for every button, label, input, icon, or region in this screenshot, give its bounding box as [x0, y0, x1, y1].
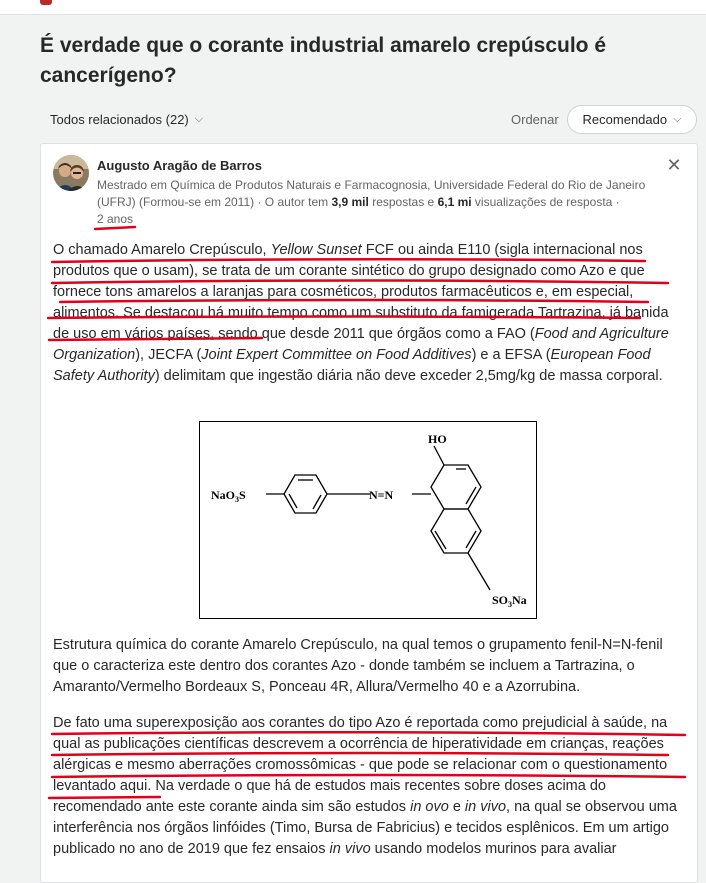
top-navigation-bar: [0, 0, 706, 15]
related-filter-label: Todos relacionados (22): [50, 112, 189, 127]
answer-timestamp[interactable]: 2 anos: [97, 212, 134, 226]
author-credential: [97, 177, 682, 211]
azo-label: N=N: [369, 488, 394, 502]
answer-paragraph-1: O chamado Amarelo Crepúsculo, Yellow Sunset FCF ou ainda E110 (sigla internacional nos produtos que o usam), se trata de um corante sintético do grupo designado como Azo e que fornece tons amarelos a laranjas para cosméticos, produtos farmacêuticos e, em especial, alimentos. Se destacou há muito tempo como um substituto da famigerada Tartrazina, já banida de uso em vários países, sendo que desde 2011 que órgãos como a FAO (Food and Agriculture Organization), JECFA (Joint Expert Committee on Food Additives) e a EFSA (European Food Safety Authority) delimitam que ingestão diária não deve exceder 2,5mg/kg de massa corporal.: [53, 242, 669, 384]
views-count: 6,1 mi: [437, 195, 472, 209]
author-avatar[interactable]: [53, 155, 89, 191]
question-title[interactable]: É verdade que o corante industrial amarelo crepúsculo é cancerígeno?: [40, 34, 607, 87]
related-filter-dropdown[interactable]: [50, 112, 203, 127]
naso3-label: NaO$_3$S: [211, 488, 246, 504]
sort-label: Ordenar: [511, 112, 559, 127]
answer-paragraph-2: De fato uma superexposição aos corantes do tipo Azo é reportada como prejudicial à saúde, na qual as publicações científicas descrevem a ocorrência de hiperatividade em crianças, reações alérgicas e mesmo aberrações cromossômicas - que pode se relacionar com o questionamento levantado aqui. Na verdade o que há de estudos mais recentes sobre doses acima do recomendado ante este corante ainda sim são estudos in ovo e in vivo, na qual se observou uma interferência nos órgãos linfóides (Timo, Bursa de Fabricius) e tecidos esplênicos. Em um artigo publicado no ano de 2019 que fez ensaios in vivo usando modelos murinos para avaliar: [53, 715, 677, 857]
so3na-label: $SO_3Na$: [492, 593, 527, 609]
views-label: visualizações de resposta ·: [471, 195, 620, 209]
figure-caption: Estrutura química do corante Amarelo Crepúsculo, na qual temos o grupamento fenil-N=N-fenil que o caracteriza este dentro dos corantes Azo - donde também se incluem a Tartrazina, o Amaranto/Vermelho Bordeaux S, Ponceau 4R, Allura/Vermelho 40 e a Azorrubina.: [53, 637, 663, 695]
answers-count: 3,9 mil: [331, 195, 369, 209]
sort-dropdown-button[interactable]: [567, 105, 697, 134]
hydroxyl-label: HO: [428, 432, 447, 446]
chevron-down-icon: ⌵: [673, 113, 682, 125]
chevron-down-icon: ⌵: [194, 113, 204, 125]
chemical-structure-figure: [199, 421, 537, 619]
sort-value: Recomendado: [582, 112, 668, 127]
answers-label: respostas e: [368, 195, 438, 209]
close-icon[interactable]: ✕: [666, 155, 682, 175]
sunset-yellow-structure-diagram: [200, 422, 536, 618]
credential-text[interactable]: Mestrado em Química de Produtos Naturais e Farmacognosia, Universidade Federal do Rio de Janeiro (UFRJ) (Formou-se em 2011) · O autor tem: [97, 178, 646, 209]
brand-logo-fragment[interactable]: [40, 0, 52, 5]
author-name[interactable]: Augusto Aragão de Barros: [97, 158, 262, 173]
